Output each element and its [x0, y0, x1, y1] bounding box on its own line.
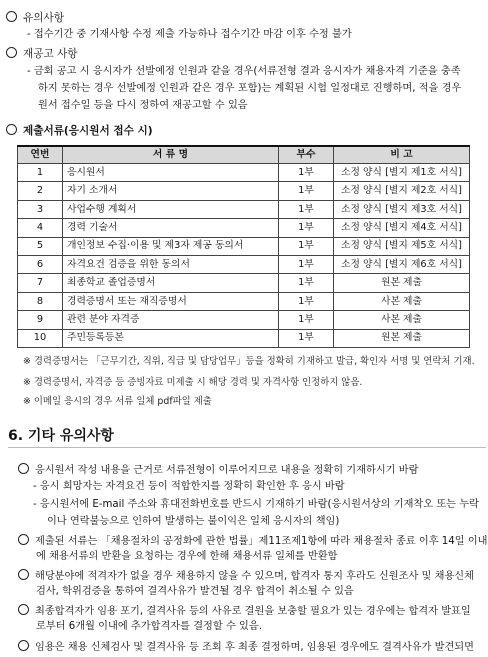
table-header-row — [18, 146, 470, 164]
notice-heading-2 — [6, 47, 78, 61]
item-text: 임용은 채용 신체검사 및 결격사유 등 조회 후 최종 결정하며, 임용된 경우에도 결격사유가 발견되면 — [35, 642, 474, 653]
item-text: 해당분야에 적격자가 없을 경우 채용하지 않을 수 있으며, 합격자 통지 후라도 신원조사 및 채용신체 — [35, 571, 474, 582]
cell-remarks: 소정 양식 [별지 제2호 서식] — [334, 182, 470, 200]
cell-doc-name: 최종학교 졸업증명서 — [63, 274, 279, 292]
cell-doc-name: 사업수행 계획서 — [63, 200, 279, 218]
notice-heading-1 — [6, 11, 64, 25]
circle-bullet-icon — [18, 640, 29, 651]
table-note: ※ 경력증명서는 「근무기간, 직위, 직급 및 담당업무」등을 정확히 기재하고 발급, 확인자 서명 및 연락처 기재. — [23, 356, 475, 367]
table-row — [18, 237, 470, 255]
cell-remarks: 사본 제출 — [334, 292, 470, 310]
cell-copies: 1부 — [279, 164, 334, 182]
cell-doc-name: 경력 기술서 — [63, 219, 279, 237]
item-text: 제출된 서류는 「채용절차의 공정화에 관한 법률」제11조제1항에 따라 채용절차 종료 이후 14일 이내 — [35, 536, 488, 547]
cell-number: 2 — [18, 182, 63, 200]
col-header-number: 연번 — [18, 146, 63, 164]
cell-remarks: 소정 양식 [별지 제4호 서식] — [334, 219, 470, 237]
cell-doc-name: 경력증명서 또는 재직증명서 — [63, 292, 279, 310]
cell-number: 3 — [18, 200, 63, 218]
cell-copies: 1부 — [279, 255, 334, 273]
cell-doc-name: 자기 소개서 — [63, 182, 279, 200]
cell-remarks: 소정 양식 [별지 제6호 서식] — [334, 255, 470, 273]
cell-doc-name: 관련 분야 자격증 — [63, 311, 279, 329]
cell-copies: 1부 — [279, 311, 334, 329]
docs-heading — [6, 124, 153, 138]
table-row — [18, 274, 470, 292]
cell-number: 6 — [18, 255, 63, 273]
notice-line: - 접수기간 중 기재사항 수정 제출 가능하나 접수기간 마감 이후 수정 불가 — [27, 29, 352, 40]
cell-doc-name: 개인정보 수집·이용 및 제3자 제공 동의서 — [63, 237, 279, 255]
cell-number: 1 — [18, 164, 63, 182]
cell-number: 7 — [18, 274, 63, 292]
table-row — [18, 219, 470, 237]
notice-line: - 금회 공고 시 응시자가 선발예정 인원과 같을 경우(서류전형 결과 응시자가 채용자격 기준을 충족 — [27, 66, 461, 77]
item-bullet — [18, 604, 471, 618]
item-sub: - 응시 희망자는 자격요건 등이 적합한지를 정확히 확인한 후 응시 바람 — [33, 481, 345, 492]
section-6-title: 6. 기타 유의사항 — [8, 428, 114, 444]
circle-bullet-icon — [18, 569, 29, 580]
circle-bullet-icon — [6, 11, 17, 22]
table-row — [18, 182, 470, 200]
cell-copies: 1부 — [279, 219, 334, 237]
cell-copies: 1부 — [279, 292, 334, 310]
item-sub: - 응시원서에 E-mail 주소와 휴대전화번호를 반드시 기재하기 바람(응시원서상의 기재착오 또는 누락 — [33, 499, 479, 510]
cell-remarks: 소정 양식 [별지 제5호 서식] — [334, 237, 470, 255]
documents-table — [17, 145, 470, 348]
cell-number: 10 — [18, 329, 63, 347]
cell-remarks: 사본 제출 — [334, 311, 470, 329]
circle-bullet-icon — [18, 463, 29, 474]
cell-copies: 1부 — [279, 200, 334, 218]
cell-remarks: 원본 제출 — [334, 329, 470, 347]
table-row — [18, 311, 470, 329]
cell-doc-name: 응시원서 — [63, 164, 279, 182]
item-bullet — [18, 534, 488, 548]
table-row — [18, 292, 470, 310]
notice-line: 하지 못하는 경우 선발예정 인원과 같은 경우 포함)는 계획된 시험 일정대로 진행하며, 적을 경우 — [38, 83, 462, 94]
docs-title: 제출서류(응시원서 접수 시) — [23, 125, 153, 137]
item-text: 최종합격자가 임용 포기, 결격사유 등의 사유로 결원을 보충할 필요가 있는 경우에는 합격자 발표일 — [35, 606, 471, 617]
table-row — [18, 200, 470, 218]
cell-doc-name: 주민등록등본 — [63, 329, 279, 347]
item-bullet — [18, 463, 418, 477]
table-row — [18, 329, 470, 347]
item-cont: 로부터 6개월 이내에 추가합격자를 결정할 수 있음. — [36, 621, 262, 632]
table-note: ※ 경력증명서, 자격증 등 증빙자료 미제출 시 해당 경력 및 자격사항 인정하지 않음. — [23, 377, 363, 388]
item-bullet — [18, 569, 474, 583]
col-header-remarks: 비 고 — [334, 146, 470, 164]
table-note: ※ 이메일 응시의 경우 서류 일체 pdf파일 제출 — [23, 396, 212, 407]
cell-copies: 1부 — [279, 237, 334, 255]
notice-title: 재공고 사항 — [23, 48, 78, 60]
item-text: 응시원서 작성 내용을 근거로 서류전형이 이루어지므로 내용을 정확히 기재하시기 바람 — [35, 465, 419, 476]
cell-number: 5 — [18, 237, 63, 255]
cell-doc-name: 자격요건 검증을 위한 동의서 — [63, 255, 279, 273]
circle-bullet-icon — [6, 124, 17, 135]
notice-title: 유의사항 — [23, 12, 64, 24]
cell-remarks: 원본 제출 — [334, 274, 470, 292]
cell-number: 9 — [18, 311, 63, 329]
section-divider — [8, 447, 486, 448]
cell-copies: 1부 — [279, 182, 334, 200]
cell-remarks: 소정 양식 [별지 제1호 서식] — [334, 164, 470, 182]
notice-line: 원서 접수일 등을 다시 정하여 재공고할 수 있음 — [38, 100, 248, 111]
cell-number: 4 — [18, 219, 63, 237]
cell-remarks: 소정 양식 [별지 제3호 서식] — [334, 200, 470, 218]
cell-number: 8 — [18, 292, 63, 310]
cell-copies: 1부 — [279, 329, 334, 347]
circle-bullet-icon — [18, 534, 29, 545]
item-cont: 에 채용서류의 반환을 요청하는 경우에 한해 채용서류 일체를 반환함 — [36, 551, 338, 562]
circle-bullet-icon — [18, 604, 29, 615]
item-cont: 검사, 학위검증을 통하여 결격사유가 발견될 경우 합격이 취소될 수 있음 — [36, 586, 354, 597]
table-row — [18, 164, 470, 182]
col-header-copies: 부수 — [279, 146, 334, 164]
col-header-name: 서 류 명 — [63, 146, 279, 164]
item-bullet — [18, 640, 474, 654]
item-sub-cont: 이나 연락불능으로 인하여 발생하는 불이익은 일체 응시자의 책임) — [47, 516, 340, 527]
circle-bullet-icon — [6, 47, 17, 58]
cell-copies: 1부 — [279, 274, 334, 292]
table-row — [18, 255, 470, 273]
